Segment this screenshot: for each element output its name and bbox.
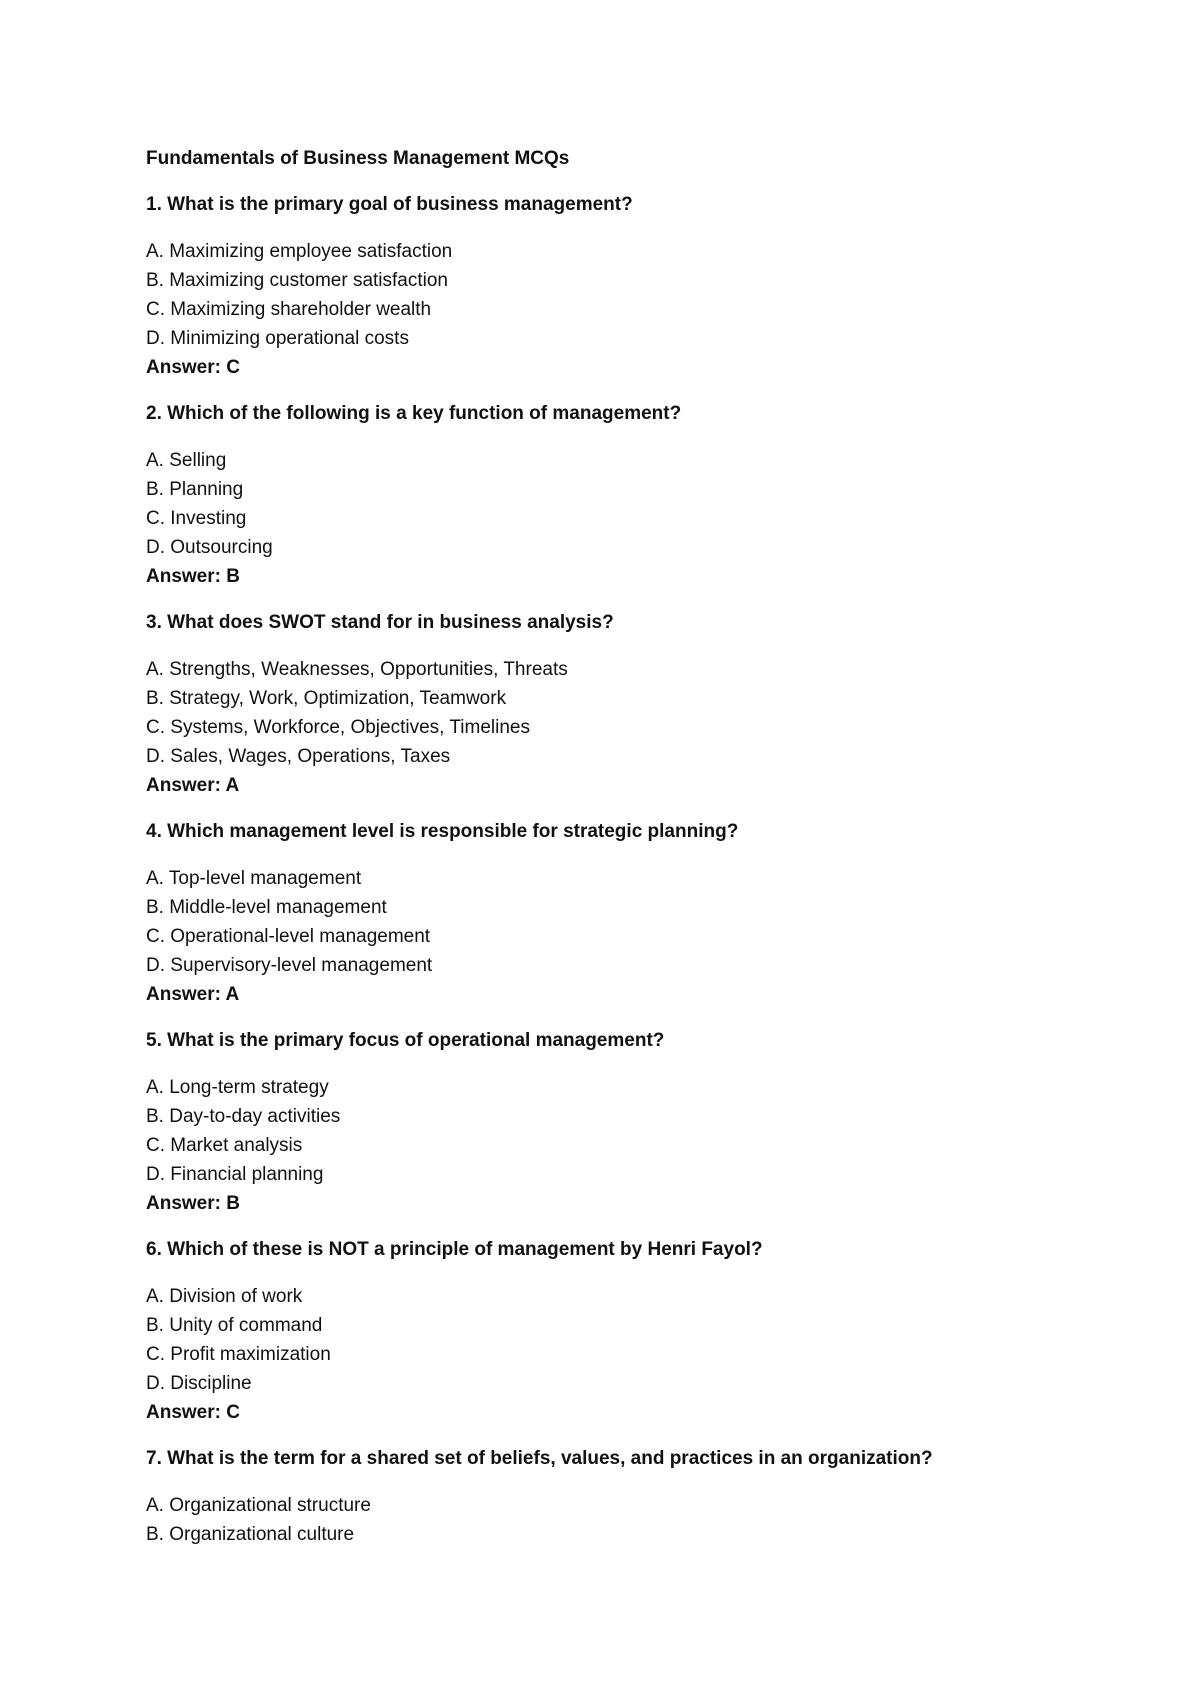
- option-c: C. Profit maximization: [146, 1344, 331, 1365]
- option-d: D. Outsourcing: [146, 537, 273, 558]
- question-text: 6. Which of these is NOT a principle of management by Henri Fayol?: [146, 1239, 763, 1260]
- option-b: B. Strategy, Work, Optimization, Teamwork: [146, 688, 507, 709]
- option-a: A. Division of work: [146, 1286, 303, 1307]
- option-d: D. Discipline: [146, 1373, 252, 1394]
- option-c: C. Market analysis: [146, 1135, 303, 1156]
- answer-line: Answer: A: [146, 984, 240, 1005]
- question-6: [146, 1237, 1106, 1427]
- answer-line: Answer: B: [146, 1193, 240, 1214]
- option-c: C. Investing: [146, 508, 247, 529]
- question-text: 1. What is the primary goal of business management?: [146, 194, 633, 215]
- option-a: A. Top-level management: [146, 868, 362, 889]
- question-text: 3. What does SWOT stand for in business analysis?: [146, 612, 614, 633]
- option-a: A. Strengths, Weaknesses, Opportunities, Threats: [146, 659, 568, 680]
- question-text: 7. What is the term for a shared set of beliefs, values, and practices in an organization?: [146, 1448, 933, 1469]
- option-b: B. Middle-level management: [146, 897, 387, 918]
- option-b: B. Maximizing customer satisfaction: [146, 270, 448, 291]
- option-a: A. Long-term strategy: [146, 1077, 329, 1098]
- question-4: [146, 819, 1106, 1009]
- question-7: [146, 1446, 1106, 1549]
- option-b: B. Planning: [146, 479, 244, 500]
- question-5: [146, 1028, 1106, 1218]
- question-2: [146, 401, 1106, 591]
- option-c: C. Systems, Workforce, Objectives, Timelines: [146, 717, 530, 738]
- question-text: 4. Which management level is responsible for strategic planning?: [146, 821, 739, 842]
- answer-line: Answer: A: [146, 775, 240, 796]
- answer-line: Answer: B: [146, 566, 240, 587]
- option-c: C. Operational-level management: [146, 926, 431, 947]
- document-title: Fundamentals of Business Management MCQs: [146, 148, 570, 169]
- option-d: D. Financial planning: [146, 1164, 324, 1185]
- option-b: B. Day-to-day activities: [146, 1106, 341, 1127]
- option-a: A. Maximizing employee satisfaction: [146, 241, 453, 262]
- option-b: B. Unity of command: [146, 1315, 323, 1336]
- answer-line: Answer: C: [146, 1402, 240, 1423]
- answer-line: Answer: C: [146, 357, 240, 378]
- question-text: 2. Which of the following is a key function of management?: [146, 403, 682, 424]
- question-1: [146, 192, 1106, 382]
- question-3: [146, 610, 1106, 800]
- option-a: A. Organizational structure: [146, 1495, 371, 1516]
- option-b: B. Organizational culture: [146, 1524, 355, 1545]
- option-d: D. Minimizing operational costs: [146, 328, 409, 349]
- question-text: 5. What is the primary focus of operational management?: [146, 1030, 665, 1051]
- option-d: D. Sales, Wages, Operations, Taxes: [146, 746, 451, 767]
- document-page: [146, 146, 1106, 1568]
- option-a: A. Selling: [146, 450, 227, 471]
- option-c: C. Maximizing shareholder wealth: [146, 299, 432, 320]
- option-d: D. Supervisory-level management: [146, 955, 433, 976]
